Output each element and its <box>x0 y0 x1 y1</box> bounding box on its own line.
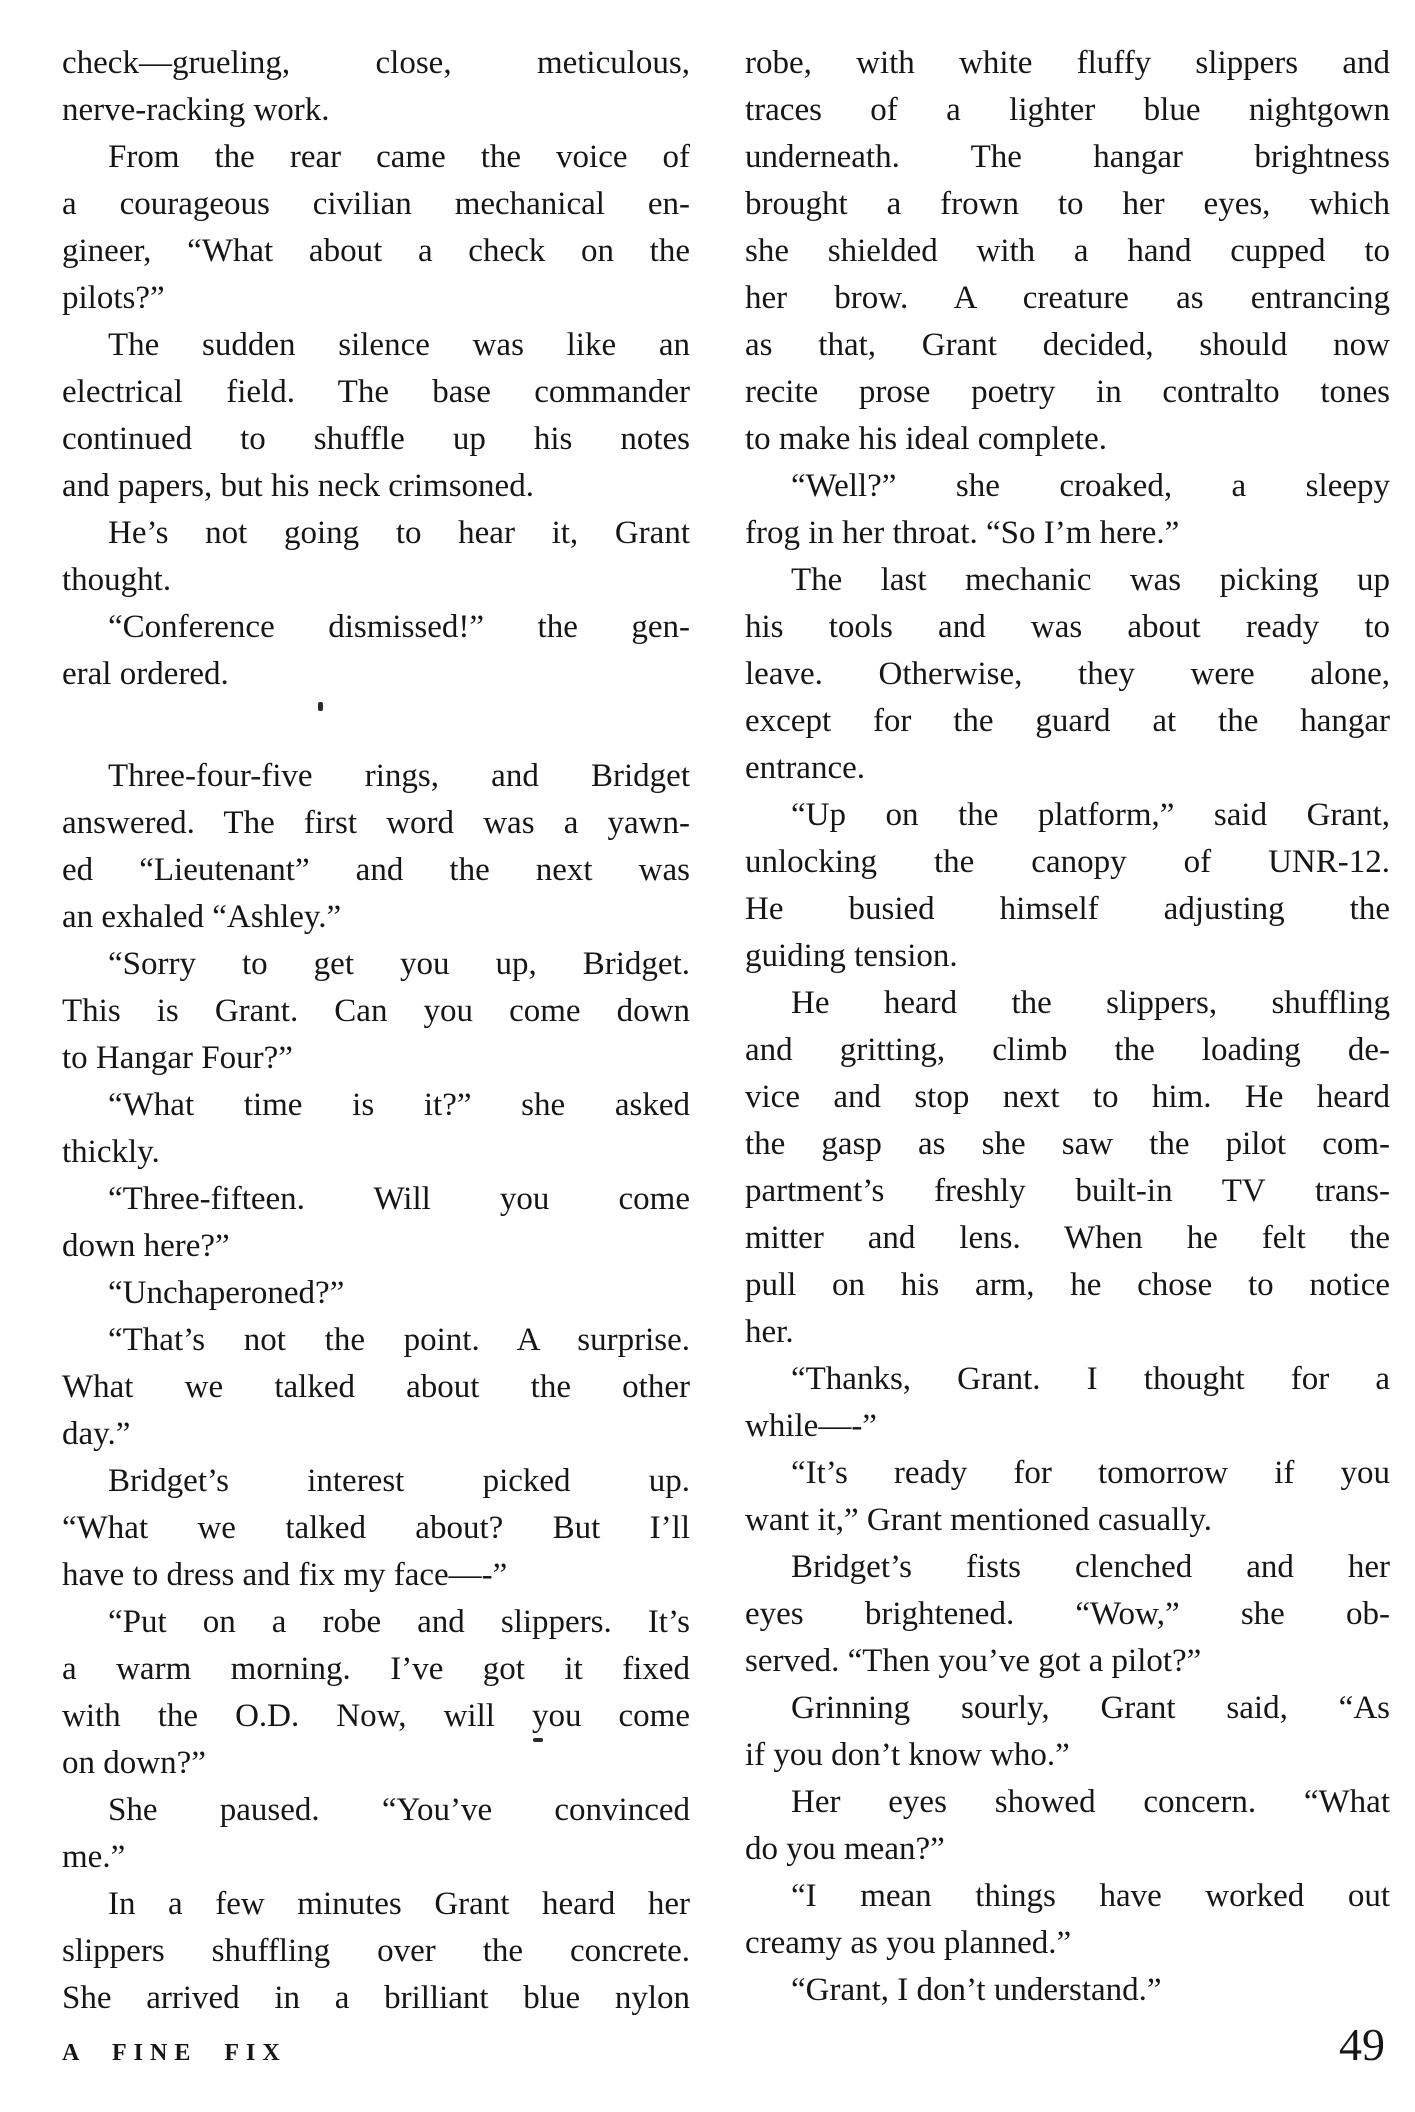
text-line: his tools and was about ready to <box>745 609 1390 645</box>
text-line: The last mechanic was picking up <box>791 562 1390 598</box>
text-line: “Sorry to get you up, Bridget. <box>108 946 690 982</box>
text-line: check—grueling, close, meticulous, <box>62 45 690 81</box>
text-line: He’s not going to hear it, Grant <box>108 515 690 551</box>
text-line: her. <box>745 1314 794 1350</box>
text-line: thickly. <box>62 1134 160 1170</box>
ink-speck <box>533 1738 543 1742</box>
text-line: Bridget’s fists clenched and her <box>791 1549 1390 1585</box>
text-line: In a few minutes Grant heard her <box>108 1886 690 1922</box>
running-title: A FINE FIX <box>62 2040 287 2066</box>
text-line: The sudden silence was like an <box>108 327 690 363</box>
text-line: What we talked about the other <box>62 1369 690 1405</box>
text-line: She arrived in a brilliant blue nylon <box>62 1980 690 2016</box>
text-line: She paused. “You’ve convinced <box>108 1792 690 1828</box>
text-line: underneath. The hangar brightness <box>745 139 1390 175</box>
text-line: frog in her throat. “So I’m here.” <box>745 515 1180 551</box>
text-line: Three-four-five rings, and Bridget <box>108 758 690 794</box>
text-line: He busied himself adjusting the <box>745 891 1390 927</box>
text-line: entrance. <box>745 750 865 786</box>
right-text-column <box>745 40 1390 2014</box>
text-line: partment’s freshly built-in TV trans- <box>745 1173 1390 1209</box>
text-line: “That’s not the point. A surprise. <box>108 1322 690 1358</box>
text-line: and papers, but his neck crimsoned. <box>62 468 534 504</box>
text-line: served. “Then you’ve got a pilot?” <box>745 1643 1202 1679</box>
text-line: the gasp as she saw the pilot com- <box>745 1126 1390 1162</box>
text-line: pull on his arm, he chose to notice <box>745 1267 1390 1303</box>
text-line: Bridget’s interest picked up. <box>108 1463 690 1499</box>
text-line: a courageous civilian mechanical en- <box>62 186 690 222</box>
text-line: she shielded with a hand cupped to <box>745 233 1390 269</box>
text-line: have to dress and fix my face—-” <box>62 1557 508 1593</box>
text-line: robe, with white fluffy slippers and <box>745 45 1390 81</box>
text-line: slippers shuffling over the concrete. <box>62 1933 690 1969</box>
text-line: “Put on a robe and slippers. It’s <box>108 1604 690 1640</box>
text-line: brought a frown to her eyes, which <box>745 186 1390 222</box>
text-line: ed “Lieutenant” and the next was <box>62 852 690 888</box>
text-line: This is Grant. Can you come down <box>62 993 690 1029</box>
text-line: vice and stop next to him. He heard <box>745 1079 1390 1115</box>
text-line: “Grant, I don’t understand.” <box>791 1972 1162 2008</box>
text-line: and gritting, climb the loading de- <box>745 1032 1390 1068</box>
left-text-column <box>62 40 690 2022</box>
text-line: pilots?” <box>62 280 165 316</box>
text-line: a warm morning. I’ve got it fixed <box>62 1651 690 1687</box>
text-line: leave. Otherwise, they were alone, <box>745 656 1390 692</box>
text-line: to Hangar Four?” <box>62 1040 293 1076</box>
text-line: traces of a lighter blue nightgown <box>745 92 1390 128</box>
text-line: “It’s ready for tomorrow if you <box>791 1455 1390 1491</box>
text-line: with the O.D. Now, will you come <box>62 1698 690 1734</box>
text-line: eyes brightened. “Wow,” she ob- <box>745 1596 1390 1632</box>
text-line: mitter and lens. When he felt the <box>745 1220 1390 1256</box>
text-line: while—-” <box>745 1408 877 1444</box>
text-line: do you mean?” <box>745 1831 945 1867</box>
text-line: He heard the slippers, shuffling <box>791 985 1390 1021</box>
text-line: “Thanks, Grant. I thought for a <box>791 1361 1390 1397</box>
text-line: nerve-racking work. <box>62 92 330 128</box>
text-line: an exhaled “Ashley.” <box>62 899 342 935</box>
ink-speck <box>318 702 323 711</box>
text-line: “Up on the platform,” said Grant, <box>791 797 1390 833</box>
text-line: creamy as you planned.” <box>745 1925 1072 1961</box>
text-line: guiding tension. <box>745 938 958 974</box>
text-line: eral ordered. <box>62 656 229 692</box>
text-line: want it,” Grant mentioned casually. <box>745 1502 1213 1538</box>
text-line: thought. <box>62 562 172 598</box>
text-line: “What time is it?” she asked <box>108 1087 690 1123</box>
text-line: “Conference dismissed!” the gen- <box>108 609 690 645</box>
text-line: on down?” <box>62 1745 206 1781</box>
text-line: as that, Grant decided, should now <box>745 327 1390 363</box>
page-footer <box>62 2018 1385 2071</box>
text-line: unlocking the canopy of UNR-12. <box>745 844 1390 880</box>
text-line: “Well?” she croaked, a sleepy <box>791 468 1390 504</box>
text-line: if you don’t know who.” <box>745 1737 1070 1773</box>
text-line: day.” <box>62 1416 131 1452</box>
text-line: “I mean things have worked out <box>791 1878 1390 1914</box>
text-line: answered. The first word was a yawn- <box>62 805 690 841</box>
text-line: Her eyes showed concern. “What <box>791 1784 1390 1820</box>
text-line: From the rear came the voice of <box>108 139 690 175</box>
text-line: continued to shuffle up his notes <box>62 421 690 457</box>
text-line: down here?” <box>62 1228 230 1264</box>
text-line: Grinning sourly, Grant said, “As <box>791 1690 1390 1726</box>
text-line: to make his ideal complete. <box>745 421 1107 457</box>
page-number: 49 <box>1339 2019 1385 2070</box>
text-line: me.” <box>62 1839 126 1875</box>
text-line: “What we talked about? But I’ll <box>62 1510 690 1546</box>
text-line: electrical field. The base commander <box>62 374 690 410</box>
text-line: her brow. A creature as entrancing <box>745 280 1390 316</box>
text-line: except for the guard at the hangar <box>745 703 1390 739</box>
text-line: gineer, “What about a check on the <box>62 233 690 269</box>
text-line: recite prose poetry in contralto tones <box>745 374 1390 410</box>
text-line: “Three-fifteen. Will you come <box>108 1181 690 1217</box>
text-line: “Unchaperoned?” <box>108 1275 345 1311</box>
